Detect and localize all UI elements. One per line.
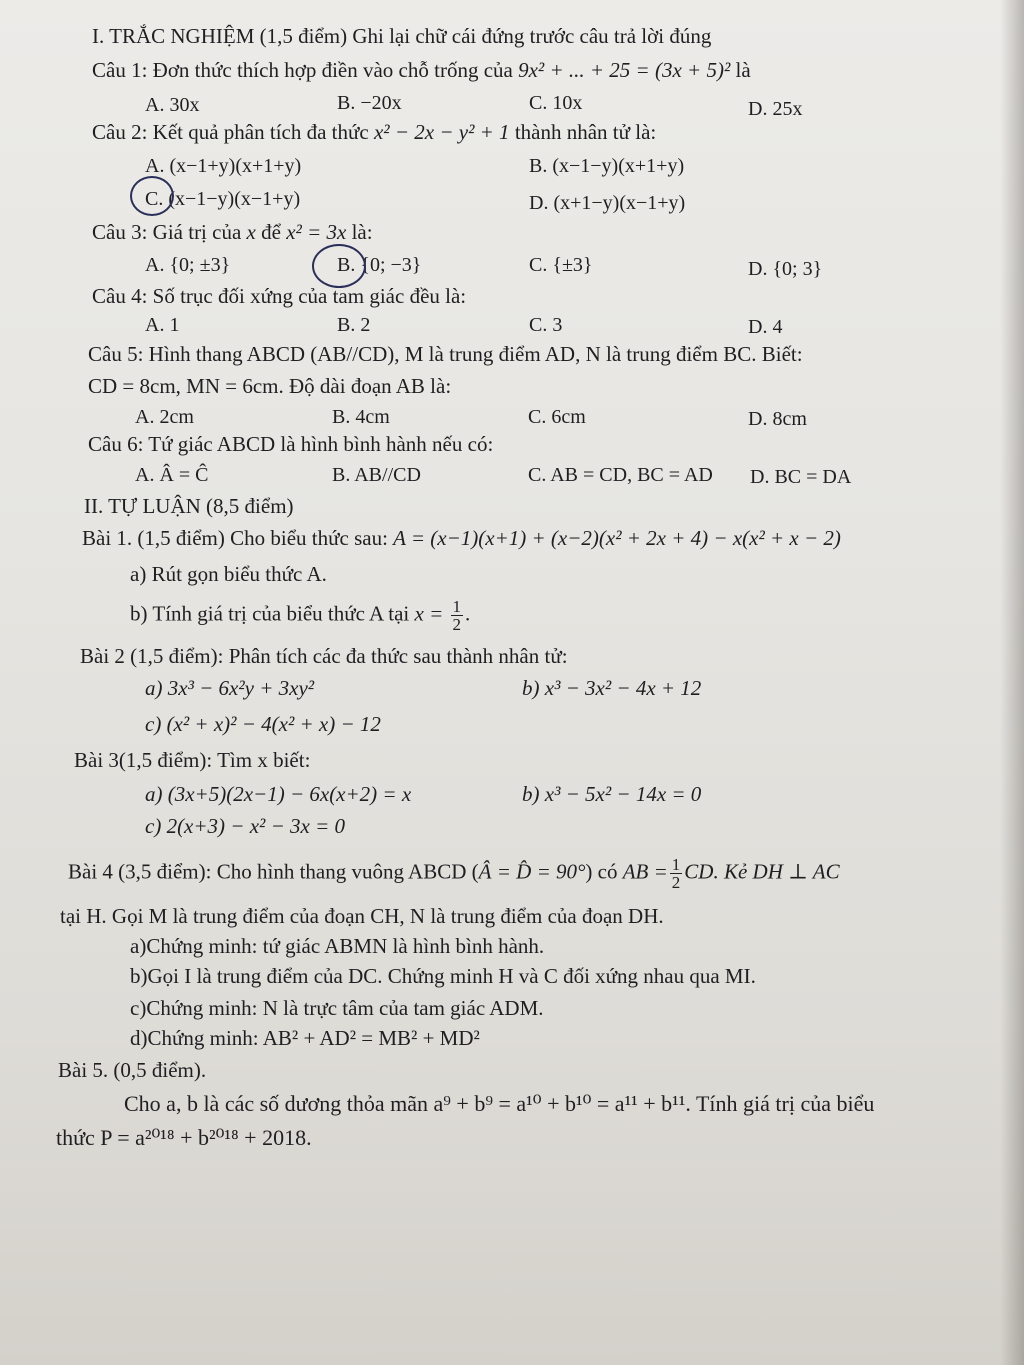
fraction-numerator: 1 <box>671 855 681 874</box>
q1-option-c[interactable]: C. 10x <box>529 92 583 114</box>
bai1-stem: Bài 1. (1,5 điểm) Cho biểu thức sau: <box>82 526 388 550</box>
bai4-line2: tại H. Gọi M là trung điểm của đoạn CH, N là trung điểm của đoạn DH. <box>60 904 664 928</box>
bai1-a: a) Rút gọn biểu thức A. <box>130 562 327 586</box>
q2-option-b[interactable]: B. (x−1−y)(x+1+y) <box>529 155 685 177</box>
bai4-ab: AB = <box>622 859 668 884</box>
bai1-b-var: x = <box>414 601 444 626</box>
part1-heading: I. TRẮC NGHIỆM (1,5 điểm) Ghi lại chữ cái đứng trước câu trả lời đúng <box>92 24 712 48</box>
q1-formula: 9x² + ... + 25 = (3x + 5)² <box>518 58 731 82</box>
q3-tail: là: <box>351 220 373 244</box>
bai3-stem: Bài 3(1,5 điểm): Tìm x biết: <box>74 748 311 772</box>
q4-option-d[interactable]: D. 4 <box>748 316 783 338</box>
q6-option-d[interactable]: D. BC = DA <box>750 466 852 488</box>
q3-option-c[interactable]: C. {±3} <box>529 254 593 276</box>
q4-option-c[interactable]: C. 3 <box>529 314 563 336</box>
bai2-stem: Bài 2 (1,5 điểm): Phân tích các đa thức sau thành nhân tử: <box>80 644 568 668</box>
part2-heading: II. TỰ LUẬN (8,5 điểm) <box>84 494 294 518</box>
q5-option-b[interactable]: B. 4cm <box>332 406 390 428</box>
answer-circle-q2-c <box>130 176 174 216</box>
paper-edge-shadow <box>1000 0 1024 1365</box>
q4-stem: Câu 4: Số trục đối xứng của tam giác đều là: <box>92 284 467 308</box>
q3-var: x <box>246 220 256 244</box>
q2-option-d[interactable]: D. (x+1−y)(x−1+y) <box>529 192 686 214</box>
bai4-d: d)Chứng minh: AB² + AD² = MB² + MD² <box>130 1026 480 1050</box>
q1-option-a[interactable]: A. 30x <box>145 94 200 116</box>
q3-option-b[interactable]: B. {0; −3} <box>337 254 422 276</box>
q6-option-c[interactable]: C. AB = CD, BC = AD <box>528 464 713 486</box>
fraction-one-half <box>451 598 464 633</box>
bai2-b: b) x³ − 3x² − 4x + 12 <box>522 676 702 700</box>
bai2-a: a) 3x³ − 6x²y + 3xy² <box>145 676 315 700</box>
q3-formula: x² = 3x <box>286 220 347 244</box>
bai4-line1 <box>68 856 840 891</box>
bai1-b-line <box>130 598 470 633</box>
q2-tail: thành nhân tử là: <box>514 120 657 144</box>
bai4-line1-c: CD. Kẻ DH ⊥ AC <box>684 859 840 884</box>
bai4-line1-b: ) có <box>585 859 618 884</box>
bai4-angles: Â = D̂ = 90° <box>478 859 586 884</box>
q3-option-a[interactable]: A. {0; ±3} <box>145 254 231 276</box>
bai2-c: c) (x² + x)² − 4(x² + x) − 12 <box>145 712 381 736</box>
fraction-numerator: 1 <box>452 597 462 616</box>
q2-stem-line <box>92 118 656 146</box>
q1-stem: Câu 1: Đơn thức thích hợp điền vào chỗ trống của <box>92 58 513 82</box>
bai4-b: b)Gọi I là trung điểm của DC. Chứng minh H và C đối xứng nhau qua MI. <box>130 964 756 988</box>
q2-option-c[interactable]: C. (x−1−y)(x−1+y) <box>145 188 301 210</box>
q1-tail: là <box>735 58 751 82</box>
q1-stem-line <box>92 56 751 84</box>
bai3-c: c) 2(x+3) − x² − 3x = 0 <box>145 814 345 838</box>
bai3-b: b) x³ − 5x² − 14x = 0 <box>522 782 702 806</box>
bai4-line1-a: Bài 4 (3,5 điểm): Cho hình thang vuông ABCD ( <box>68 859 479 884</box>
bai3-a: a) (3x+5)(2x−1) − 6x(x+2) = x <box>145 782 412 806</box>
q3-option-d[interactable]: D. {0; 3} <box>748 258 823 280</box>
q1-option-d[interactable]: D. 25x <box>748 98 803 120</box>
bai4-a: a)Chứng minh: tứ giác ABMN là hình bình hành. <box>130 934 545 958</box>
bai1-b-text: b) Tính giá trị của biểu thức A tại <box>130 601 410 626</box>
q5-line1: Câu 5: Hình thang ABCD (AB//CD), M là trung điểm AD, N là trung điểm BC. Biết: <box>88 342 803 366</box>
bai1-stem-line <box>82 524 841 552</box>
bai5-line1: Cho a, b là các số dương thỏa mãn a⁹ + b⁹ = a¹⁰ + b¹⁰ = a¹¹ + b¹¹. Tính giá trị của biểu <box>124 1091 875 1116</box>
q3-stem-line <box>92 218 373 246</box>
q2-option-a[interactable]: A. (x−1+y)(x+1+y) <box>145 155 302 177</box>
bai4-c: c)Chứng minh: N là trực tâm của tam giác ADM. <box>130 996 544 1020</box>
q5-line2: CD = 8cm, MN = 6cm. Độ dài đoạn AB là: <box>88 374 452 398</box>
fraction-one-half-bai4 <box>670 856 683 891</box>
q5-option-c[interactable]: C. 6cm <box>528 406 586 428</box>
q2-formula: x² − 2x − y² + 1 <box>373 120 510 144</box>
bai1-formula: A = (x−1)(x+1) + (x−2)(x² + 2x + 4) − x(x² + x − 2) <box>393 526 841 550</box>
q4-option-b[interactable]: B. 2 <box>337 314 371 336</box>
q5-option-a[interactable]: A. 2cm <box>135 406 194 428</box>
q6-option-a[interactable]: A. Â = Ĉ <box>135 464 209 486</box>
q4-option-a[interactable]: A. 1 <box>145 314 180 336</box>
fraction-denominator: 2 <box>671 873 681 892</box>
bai1-b-end: . <box>465 601 471 626</box>
q1-option-b[interactable]: B. −20x <box>337 92 402 114</box>
q2-stem: Câu 2: Kết quả phân tích đa thức <box>92 120 369 144</box>
bai5-line2: thức P = a²⁰¹⁸ + b²⁰¹⁸ + 2018. <box>56 1125 312 1150</box>
q5-option-d[interactable]: D. 8cm <box>748 408 807 430</box>
q3-stem: Câu 3: Giá trị của <box>92 220 242 244</box>
q3-mid: để <box>261 220 281 244</box>
q6-stem: Câu 6: Tứ giác ABCD là hình bình hành nếu có: <box>88 432 494 456</box>
q6-option-b[interactable]: B. AB//CD <box>332 464 421 486</box>
fraction-denominator: 2 <box>452 615 462 634</box>
bai5-stem: Bài 5. (0,5 điểm). <box>58 1058 207 1082</box>
